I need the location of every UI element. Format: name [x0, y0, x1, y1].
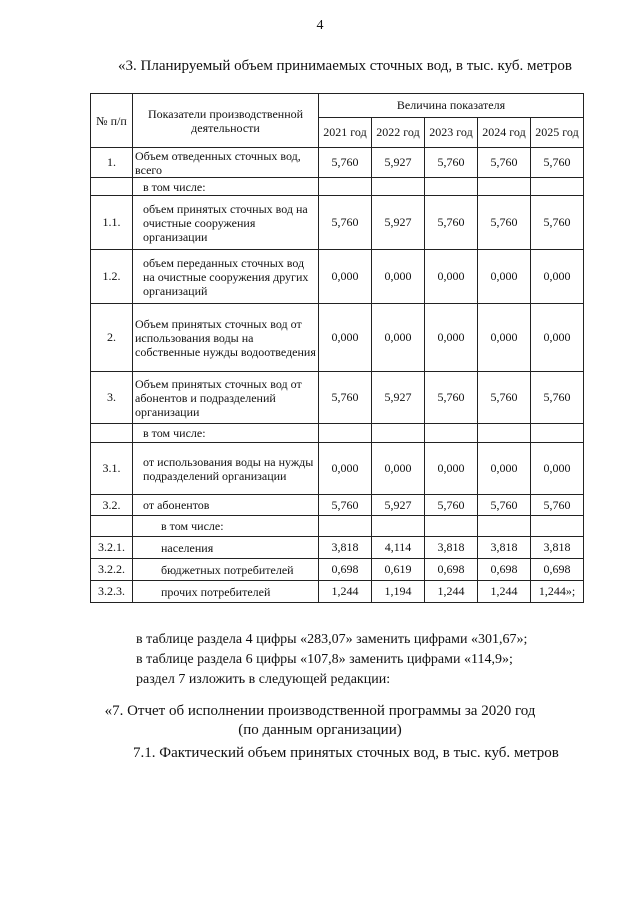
row-num: 1.2. [91, 250, 133, 304]
section7-title-line2: (по данным организации) [238, 722, 402, 738]
row-value: 0,698 [478, 559, 531, 581]
row-value [319, 424, 372, 443]
row-value: 0,698 [425, 559, 478, 581]
row-label: от абонентов [133, 495, 319, 516]
row-value [372, 516, 425, 537]
col-header-indicator: Показатели производственной деятельности [133, 94, 319, 148]
row-value: 3,818 [478, 537, 531, 559]
row-value: 1,244 [319, 581, 372, 603]
table-row [91, 196, 584, 250]
row-value: 0,698 [319, 559, 372, 581]
table-row [91, 148, 584, 178]
row-value: 1,244»; [531, 581, 584, 603]
row-value [531, 178, 584, 196]
row-value: 5,927 [372, 372, 425, 424]
row-num: 3.2.1. [91, 537, 133, 559]
amendment-paragraph: в таблице раздела 6 цифры «107,8» заменить цифрами «114,9»; [136, 652, 513, 667]
row-value: 5,760 [531, 372, 584, 424]
row-label: в том числе: [133, 516, 319, 537]
planned-wastewater-table [90, 93, 584, 603]
row-value [372, 424, 425, 443]
col-header-year: 2025 год [531, 118, 584, 148]
table-row [91, 250, 584, 304]
row-value: 0,000 [531, 304, 584, 372]
row-label: Объем отведенных сточных вод, всего [133, 148, 319, 178]
table-row [91, 581, 584, 603]
row-num [91, 178, 133, 196]
row-value [478, 516, 531, 537]
table-row [91, 516, 584, 537]
table-row [91, 443, 584, 495]
row-value [425, 424, 478, 443]
row-value [425, 516, 478, 537]
row-value: 5,927 [372, 196, 425, 250]
row-value: 0,000 [478, 443, 531, 495]
row-label: Объем принятых сточных вод от абонентов и подразделений организации [133, 372, 319, 424]
row-label: от использования воды на нужды подразделений организации [133, 443, 319, 495]
row-label: прочих потребителей [133, 581, 319, 603]
row-num: 3.2.3. [91, 581, 133, 603]
section7-title-line1: «7. Отчет об исполнении производственной программы за 2020 год [104, 703, 536, 719]
row-value: 5,927 [372, 148, 425, 178]
section3-heading: «3. Планируемый объем принимаемых сточных вод, в тыс. куб. метров [118, 58, 572, 74]
row-label: объем переданных сточных вод на очистные сооружения других организаций [133, 250, 319, 304]
row-value [478, 178, 531, 196]
table-row [91, 559, 584, 581]
row-value: 5,760 [478, 196, 531, 250]
row-label: объем принятых сточных вод на очистные сооружения организации [133, 196, 319, 250]
row-value: 0,000 [531, 250, 584, 304]
row-value [319, 178, 372, 196]
row-value: 5,760 [531, 196, 584, 250]
row-num: 3.1. [91, 443, 133, 495]
amendment-paragraph: раздел 7 изложить в следующей редакции: [136, 672, 391, 687]
row-value: 5,760 [319, 372, 372, 424]
row-value [425, 178, 478, 196]
row-value: 5,760 [478, 372, 531, 424]
row-value [372, 178, 425, 196]
row-value: 5,760 [531, 148, 584, 178]
row-value: 0,000 [478, 304, 531, 372]
row-value: 0,000 [319, 304, 372, 372]
table-row [91, 424, 584, 443]
row-value [478, 424, 531, 443]
col-header-value-group: Величина показателя [319, 94, 584, 118]
row-value [531, 424, 584, 443]
row-value: 5,760 [319, 196, 372, 250]
page-number: 4 [316, 18, 324, 33]
col-header-num: № п/п [91, 94, 133, 148]
row-label: в том числе: [133, 424, 319, 443]
row-value: 0,000 [425, 250, 478, 304]
row-value: 5,760 [531, 495, 584, 516]
row-value: 0,698 [531, 559, 584, 581]
row-value: 3,818 [319, 537, 372, 559]
section71-heading: 7.1. Фактический объем принятых сточных вод, в тыс. куб. метров [133, 745, 559, 761]
row-value: 5,760 [478, 495, 531, 516]
row-value: 1,244 [425, 581, 478, 603]
row-label: населения [133, 537, 319, 559]
row-label: в том числе: [133, 178, 319, 196]
row-num [91, 516, 133, 537]
row-value: 5,760 [425, 148, 478, 178]
row-value: 0,000 [425, 443, 478, 495]
row-num: 3.2.2. [91, 559, 133, 581]
col-header-year: 2023 год [425, 118, 478, 148]
row-value: 5,760 [319, 148, 372, 178]
table-row [91, 178, 584, 196]
row-label: бюджетных потребителей [133, 559, 319, 581]
table-row [91, 304, 584, 372]
row-value: 0,000 [372, 250, 425, 304]
col-header-year: 2021 год [319, 118, 372, 148]
row-value: 5,760 [425, 196, 478, 250]
row-value: 3,818 [531, 537, 584, 559]
row-value: 0,000 [478, 250, 531, 304]
row-num [91, 424, 133, 443]
row-label: Объем принятых сточных вод от использования воды на собственные нужды водоотведения [133, 304, 319, 372]
table-row [91, 495, 584, 516]
table-row [91, 372, 584, 424]
row-value [319, 516, 372, 537]
row-value: 5,927 [372, 495, 425, 516]
row-value: 0,000 [372, 304, 425, 372]
row-value: 0,000 [531, 443, 584, 495]
row-num: 3.2. [91, 495, 133, 516]
row-value: 5,760 [425, 372, 478, 424]
row-value: 5,760 [319, 495, 372, 516]
row-value: 1,244 [478, 581, 531, 603]
row-value: 0,000 [372, 443, 425, 495]
col-header-year: 2022 год [372, 118, 425, 148]
amendment-paragraph: в таблице раздела 4 цифры «283,07» заменить цифрами «301,67»; [136, 632, 528, 647]
row-num: 3. [91, 372, 133, 424]
row-value: 1,194 [372, 581, 425, 603]
col-header-year: 2024 год [478, 118, 531, 148]
row-value: 0,000 [319, 443, 372, 495]
row-num: 1. [91, 148, 133, 178]
row-value: 0,000 [319, 250, 372, 304]
row-value: 5,760 [478, 148, 531, 178]
row-value: 0,619 [372, 559, 425, 581]
row-num: 1.1. [91, 196, 133, 250]
row-value [531, 516, 584, 537]
section7-title [0, 702, 640, 740]
row-value: 4,114 [372, 537, 425, 559]
row-value: 0,000 [425, 304, 478, 372]
row-value: 5,760 [425, 495, 478, 516]
row-value: 3,818 [425, 537, 478, 559]
row-num: 2. [91, 304, 133, 372]
table-row [91, 537, 584, 559]
